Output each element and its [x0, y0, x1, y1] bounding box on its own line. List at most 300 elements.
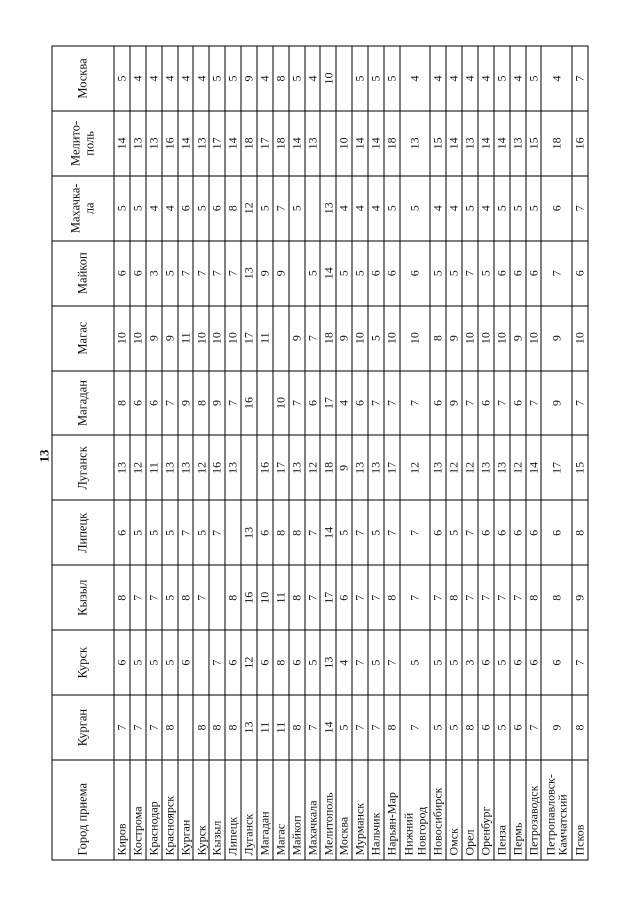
table-cell: 5 [462, 175, 478, 240]
row-city: Петрозаводск [526, 760, 542, 860]
table-cell: 18 [541, 110, 572, 175]
table-cell: 9 [446, 370, 462, 435]
row-city: Мурманск [352, 760, 368, 860]
column-header: Луганск [52, 435, 114, 500]
table-cell: 6 [114, 500, 130, 565]
table-cell: 8 [430, 305, 446, 370]
table-cell: 7 [526, 695, 542, 760]
table-cell: 6 [257, 500, 273, 565]
table-cell: 5 [430, 240, 446, 305]
table-cell: 12 [446, 435, 462, 500]
table-cell: 3 [462, 630, 478, 695]
table-cell: 6 [541, 500, 572, 565]
table-cell: 11 [178, 305, 194, 370]
table-cell: 9 [241, 46, 257, 111]
table-cell: 11 [273, 565, 289, 630]
table-row [478, 46, 494, 860]
table-cell: 13 [478, 435, 494, 500]
row-city: Петропавловск-Камчатский [541, 760, 572, 860]
table-cell: 6 [225, 630, 241, 695]
row-city: Майкоп [289, 760, 305, 860]
table-cell: 8 [289, 565, 305, 630]
table-cell: 9 [336, 305, 352, 370]
table-cell: 7 [225, 370, 241, 435]
table-cell: 6 [384, 240, 400, 305]
table-cell: 5 [494, 630, 510, 695]
table-cell: 5 [510, 175, 526, 240]
table-cell: 13 [225, 435, 241, 500]
schedule-table [52, 45, 589, 860]
table-cell: 4 [446, 46, 462, 111]
table-cell: 8 [114, 370, 130, 435]
column-header: Кызыл [52, 565, 114, 630]
table-row [289, 46, 305, 860]
table-cell: 14 [494, 110, 510, 175]
table-cell: 5 [446, 240, 462, 305]
table-cell: 7 [462, 565, 478, 630]
table-cell [289, 240, 305, 305]
table-cell: 6 [178, 175, 194, 240]
table-cell: 6 [289, 630, 305, 695]
table-cell: 16 [257, 435, 273, 500]
table-cell: 13 [494, 435, 510, 500]
table-cell: 16 [572, 110, 588, 175]
table-cell [320, 110, 336, 175]
table-cell: 5 [494, 175, 510, 240]
table-cell: 8 [384, 695, 400, 760]
table-cell: 10 [225, 305, 241, 370]
table-cell: 9 [446, 305, 462, 370]
column-header: Майкоп [52, 240, 114, 305]
table-cell: 6 [478, 695, 494, 760]
table-cell: 13 [289, 435, 305, 500]
table-row [241, 46, 257, 860]
table-cell: 12 [241, 630, 257, 695]
table-cell: 7 [462, 500, 478, 565]
table-cell: 13 [241, 695, 257, 760]
table-cell: 17 [541, 435, 572, 500]
table-cell: 12 [400, 435, 431, 500]
table-cell: 8 [572, 695, 588, 760]
table-cell: 7 [368, 370, 384, 435]
table-cell: 10 [352, 305, 368, 370]
table-cell: 7 [273, 175, 289, 240]
table-cell: 12 [241, 175, 257, 240]
table-cell: 6 [478, 370, 494, 435]
row-city: Магадан [257, 760, 273, 860]
table-cell: 7 [400, 370, 431, 435]
table-cell: 4 [257, 46, 273, 111]
table-cell: 18 [384, 110, 400, 175]
table-cell: 8 [114, 565, 130, 630]
table-cell: 5 [400, 175, 431, 240]
row-city: Липецк [225, 760, 241, 860]
table-cell: 5 [368, 46, 384, 111]
table-cell: 13 [130, 110, 146, 175]
table-cell: 6 [368, 240, 384, 305]
table-cell: 8 [209, 695, 225, 760]
table-cell: 8 [462, 695, 478, 760]
table-cell: 15 [572, 435, 588, 500]
table-cell: 11 [273, 695, 289, 760]
rotated-table-container [52, 45, 589, 860]
table-cell: 10 [130, 305, 146, 370]
table-cell: 6 [510, 695, 526, 760]
table-cell: 7 [193, 565, 209, 630]
table-cell: 17 [320, 565, 336, 630]
row-city: Луганск [241, 760, 257, 860]
table-cell: 10 [572, 305, 588, 370]
table-cell: 6 [430, 500, 446, 565]
table-cell: 10 [114, 305, 130, 370]
table-cell: 13 [368, 435, 384, 500]
table-cell [209, 565, 225, 630]
table-cell: 7 [352, 565, 368, 630]
table-cell: 8 [225, 175, 241, 240]
table-cell: 14 [526, 435, 542, 500]
table-cell: 7 [572, 175, 588, 240]
table-cell: 12 [193, 435, 209, 500]
table-cell: 14 [368, 110, 384, 175]
table-row [225, 46, 241, 860]
table-cell: 7 [494, 565, 510, 630]
table-cell: 13 [241, 500, 257, 565]
table-cell: 5 [494, 695, 510, 760]
table-cell: 14 [478, 110, 494, 175]
row-city: Краснодар [146, 760, 162, 860]
table-cell: 6 [526, 240, 542, 305]
table-row [430, 46, 446, 860]
table-row [273, 46, 289, 860]
table-row [193, 46, 209, 860]
table-cell: 12 [462, 435, 478, 500]
table-cell: 7 [146, 695, 162, 760]
table-cell: 6 [572, 240, 588, 305]
table-cell: 6 [526, 630, 542, 695]
table-cell: 7 [225, 240, 241, 305]
table-cell: 6 [130, 370, 146, 435]
table-cell: 7 [162, 370, 178, 435]
table-cell: 5 [305, 630, 321, 695]
table-cell: 15 [526, 110, 542, 175]
table-cell: 7 [146, 565, 162, 630]
table-cell: 7 [494, 370, 510, 435]
table-cell: 5 [430, 695, 446, 760]
table-cell: 4 [162, 46, 178, 111]
table-cell: 18 [273, 110, 289, 175]
table-cell: 7 [430, 565, 446, 630]
table-cell: 4 [336, 630, 352, 695]
table-cell: 18 [320, 435, 336, 500]
table-cell: 7 [572, 370, 588, 435]
table-cell: 4 [446, 175, 462, 240]
column-header: Мелито-поль [52, 110, 114, 175]
column-header: Махачка-ла [52, 175, 114, 240]
table-cell: 5 [430, 630, 446, 695]
table-cell: 8 [289, 500, 305, 565]
table-cell: 7 [289, 370, 305, 435]
table-cell: 5 [526, 175, 542, 240]
table-cell: 8 [162, 695, 178, 760]
table-cell: 8 [225, 565, 241, 630]
table-cell: 5 [336, 240, 352, 305]
table-row [541, 46, 572, 860]
table-cell: 8 [178, 565, 194, 630]
row-city: Пермь [510, 760, 526, 860]
table-cell: 7 [384, 630, 400, 695]
table-cell: 7 [400, 500, 431, 565]
table-cell: 10 [494, 305, 510, 370]
table-cell: 10 [462, 305, 478, 370]
table-cell [178, 695, 194, 760]
table-cell: 4 [130, 46, 146, 111]
table-cell: 4 [478, 46, 494, 111]
table-cell: 13 [430, 435, 446, 500]
table-cell: 7 [368, 695, 384, 760]
table-cell: 8 [526, 565, 542, 630]
table-cell: 13 [510, 110, 526, 175]
table-cell: 4 [352, 175, 368, 240]
table-cell: 5 [526, 46, 542, 111]
table-cell: 4 [430, 175, 446, 240]
row-city: Пенза [494, 760, 510, 860]
table-cell: 12 [305, 435, 321, 500]
table-cell: 7 [572, 630, 588, 695]
table-cell: 4 [462, 46, 478, 111]
table-cell: 10 [384, 305, 400, 370]
table-cell: 4 [146, 175, 162, 240]
table-cell: 5 [162, 565, 178, 630]
table-cell: 13 [241, 240, 257, 305]
table-cell: 7 [526, 370, 542, 435]
table-row [209, 46, 225, 860]
table-cell: 5 [478, 240, 494, 305]
table-row [384, 46, 400, 860]
table-cell: 4 [162, 175, 178, 240]
table-cell: 6 [400, 240, 431, 305]
table-cell: 7 [462, 240, 478, 305]
table-cell: 6 [494, 240, 510, 305]
table-cell: 6 [430, 370, 446, 435]
table-cell: 6 [178, 630, 194, 695]
table-cell: 6 [257, 630, 273, 695]
table-cell: 11 [257, 305, 273, 370]
table-cell: 5 [162, 240, 178, 305]
table-cell: 3 [146, 240, 162, 305]
table-cell: 10 [478, 305, 494, 370]
row-city: Нижний Новгород [400, 760, 431, 860]
table-row [305, 46, 321, 860]
table-cell: 8 [193, 695, 209, 760]
row-city: Нальчик [368, 760, 384, 860]
table-row [510, 46, 526, 860]
table-cell: 6 [541, 630, 572, 695]
table-cell: 8 [384, 565, 400, 630]
table-cell: 7 [178, 500, 194, 565]
table-row [352, 46, 368, 860]
table-row [257, 46, 273, 860]
table-cell: 10 [273, 370, 289, 435]
table-cell: 5 [305, 240, 321, 305]
column-header: Москва [52, 46, 114, 111]
table-cell: 5 [257, 175, 273, 240]
table-cell: 5 [114, 175, 130, 240]
column-header: Магас [52, 305, 114, 370]
row-city: Красноярск [162, 760, 178, 860]
table-cell: 9 [209, 370, 225, 435]
table-cell: 5 [193, 500, 209, 565]
table-cell: 5 [114, 46, 130, 111]
table-cell: 9 [541, 305, 572, 370]
table-cell: 6 [209, 175, 225, 240]
table-cell: 10 [526, 305, 542, 370]
table-cell: 4 [541, 46, 572, 111]
table-cell: 9 [572, 565, 588, 630]
table-cell: 7 [305, 695, 321, 760]
table-cell: 10 [193, 305, 209, 370]
table-cell: 16 [209, 435, 225, 500]
table-cell: 9 [289, 305, 305, 370]
row-city: Кострома [130, 760, 146, 860]
table-header-row [52, 46, 114, 860]
column-header: Курск [52, 630, 114, 695]
table-cell: 7 [462, 370, 478, 435]
row-city: Новосибирск [430, 760, 446, 860]
table-cell: 5 [384, 175, 400, 240]
table-cell [225, 500, 241, 565]
page-number: 13 [36, 449, 52, 463]
table-cell: 4 [478, 175, 494, 240]
table-cell: 14 [289, 110, 305, 175]
row-city: Курган [178, 760, 194, 860]
table-cell: 5 [209, 46, 225, 111]
table-cell: 5 [384, 46, 400, 111]
table-cell: 14 [320, 240, 336, 305]
table-cell: 17 [273, 435, 289, 500]
table-cell: 12 [510, 435, 526, 500]
row-city: Москва [336, 760, 352, 860]
table-row [336, 46, 352, 860]
table-cell: 5 [225, 46, 241, 111]
table-cell: 4 [336, 175, 352, 240]
table-cell: 4 [193, 46, 209, 111]
table-cell: 13 [193, 110, 209, 175]
table-cell: 8 [193, 370, 209, 435]
table-row [572, 46, 588, 860]
table-cell: 5 [193, 175, 209, 240]
table-cell: 13 [146, 110, 162, 175]
table-cell: 6 [526, 500, 542, 565]
table-cell: 7 [541, 240, 572, 305]
table-cell: 4 [336, 370, 352, 435]
table-cell: 6 [146, 370, 162, 435]
table-cell: 13 [320, 630, 336, 695]
row-city: Нарьян-Мар [384, 760, 400, 860]
row-city: Кызыл [209, 760, 225, 860]
table-cell [193, 630, 209, 695]
table-cell: 5 [162, 500, 178, 565]
table-cell: 4 [178, 46, 194, 111]
table-row [400, 46, 431, 860]
table-cell: 6 [305, 370, 321, 435]
table-cell: 12 [130, 435, 146, 500]
table-cell: 5 [146, 500, 162, 565]
table-cell: 14 [320, 695, 336, 760]
table-cell: 11 [146, 435, 162, 500]
column-header: Липецк [52, 500, 114, 565]
table-cell: 5 [162, 630, 178, 695]
table-cell: 9 [146, 305, 162, 370]
table-cell: 7 [209, 630, 225, 695]
table-cell: 10 [209, 305, 225, 370]
table-cell: 5 [336, 695, 352, 760]
table-cell: 7 [130, 565, 146, 630]
table-cell: 7 [384, 370, 400, 435]
table-cell: 13 [400, 110, 431, 175]
table-cell: 6 [510, 630, 526, 695]
table-cell: 13 [162, 435, 178, 500]
table-cell: 7 [368, 565, 384, 630]
table-cell: 6 [494, 500, 510, 565]
table-cell: 10 [320, 46, 336, 111]
table-cell: 11 [257, 695, 273, 760]
row-city: Курск [193, 760, 209, 860]
table-cell: 5 [352, 240, 368, 305]
table-cell: 9 [336, 435, 352, 500]
table-body [114, 46, 588, 860]
table-row [146, 46, 162, 860]
table-cell: 14 [178, 110, 194, 175]
table-cell: 6 [510, 240, 526, 305]
table-cell: 5 [130, 500, 146, 565]
table-cell: 7 [178, 240, 194, 305]
table-cell: 6 [336, 565, 352, 630]
table-cell: 17 [320, 370, 336, 435]
table-cell: 8 [273, 500, 289, 565]
table-cell: 5 [400, 630, 431, 695]
table-cell: 5 [130, 630, 146, 695]
table-cell: 13 [114, 435, 130, 500]
table-cell: 6 [114, 240, 130, 305]
table-cell: 8 [289, 695, 305, 760]
table-cell: 7 [305, 500, 321, 565]
table-row [446, 46, 462, 860]
table-cell: 4 [368, 175, 384, 240]
table-cell: 8 [273, 630, 289, 695]
table-cell: 9 [162, 305, 178, 370]
table-cell: 5 [446, 695, 462, 760]
table-cell: 7 [209, 500, 225, 565]
table-cell: 7 [352, 695, 368, 760]
table-cell: 5 [368, 500, 384, 565]
table-cell: 5 [289, 175, 305, 240]
table-cell: 18 [241, 110, 257, 175]
row-city: Махачкала [305, 760, 321, 860]
table-cell: 17 [257, 110, 273, 175]
table-cell: 5 [289, 46, 305, 111]
table-cell: 5 [352, 46, 368, 111]
table-cell: 6 [114, 630, 130, 695]
table-cell: 9 [178, 370, 194, 435]
table-cell: 5 [336, 500, 352, 565]
table-cell: 14 [225, 110, 241, 175]
table-cell: 5 [368, 630, 384, 695]
table-row [178, 46, 194, 860]
table-cell: 6 [510, 370, 526, 435]
table-cell: 5 [446, 500, 462, 565]
table-cell: 8 [446, 565, 462, 630]
table-cell: 14 [114, 110, 130, 175]
